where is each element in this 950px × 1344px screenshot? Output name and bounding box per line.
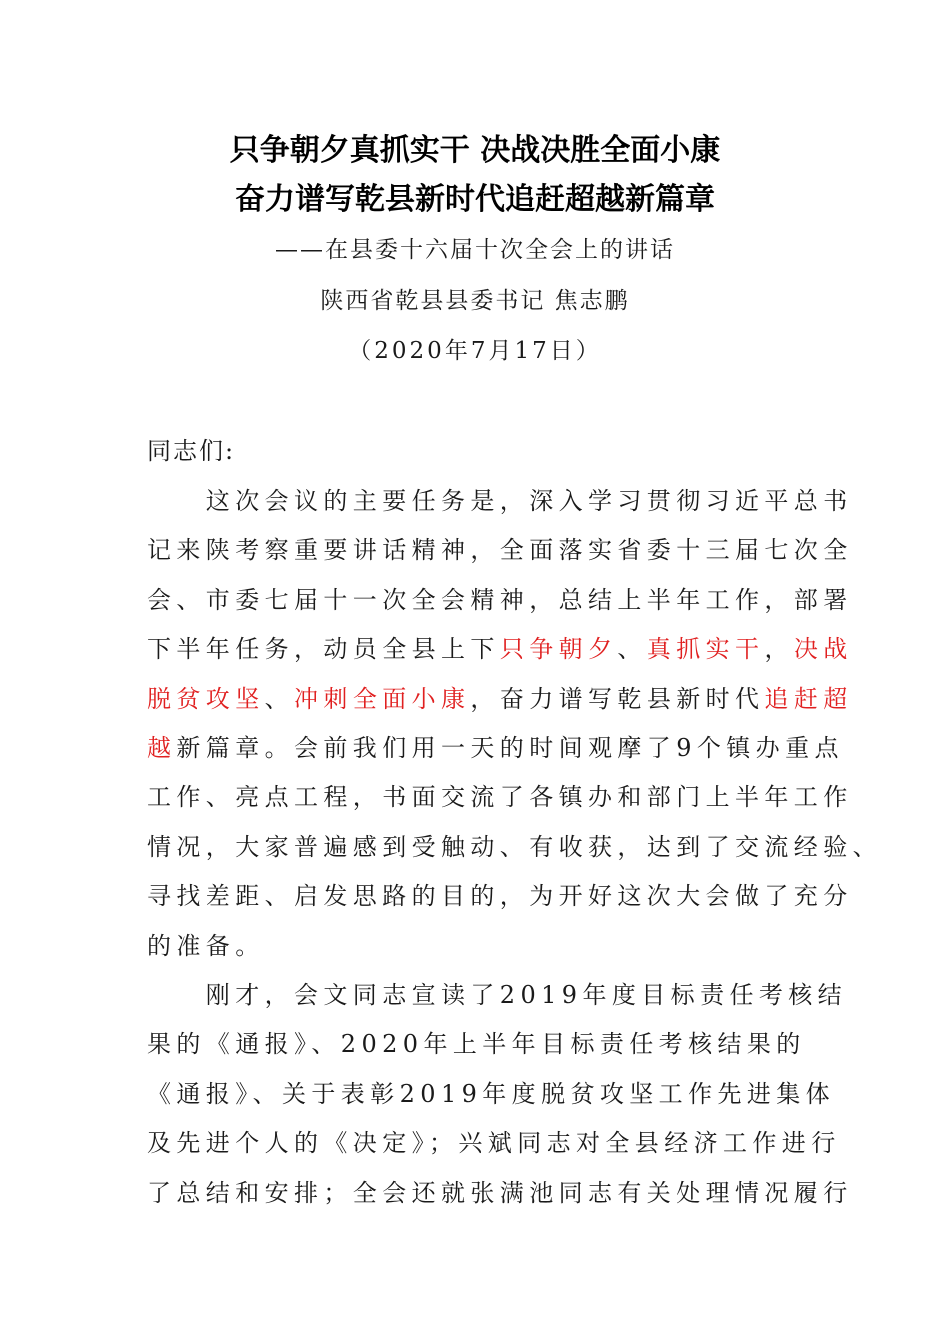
highlighted-phrase: 越 <box>147 734 177 762</box>
paragraph-line <box>147 879 853 913</box>
paragraph-line <box>147 1176 853 1210</box>
paragraph-line <box>147 978 847 1012</box>
salutation: 同志们: <box>147 437 236 465</box>
text-segment: ，奋力谱写乾县新时代 <box>470 685 765 713</box>
paragraph-line <box>147 731 844 765</box>
paragraph-line <box>147 830 882 864</box>
text-segment: 寻找差距、启发思路的目的，为开好这次大会做了充分 <box>147 882 853 910</box>
highlighted-phrase: 真抓实干 <box>646 635 765 663</box>
text-segment: 、 <box>617 635 647 663</box>
text-segment: 刚才，会文同志宣读了2019年度目标责任考核结 <box>147 981 848 1009</box>
text-segment: 情况，大家普遍感到受触动、有收获，达到了交流经验、 <box>147 833 882 861</box>
text-segment: 果的《通报》、2020年上半年目标责任考核结果的 <box>147 1030 806 1058</box>
text-segment: 工作、亮点工程，书面交流了各镇办和部门上半年工作 <box>147 783 853 811</box>
highlighted-phrase: 只争朝夕 <box>499 635 618 663</box>
text-segment: 这次会议的主要任务是，深入学习贯彻习近平总书 <box>147 487 853 515</box>
paragraph-line <box>147 682 853 716</box>
title-line-1: 只争朝夕真抓实干 决战决胜全面小康 <box>229 133 721 168</box>
speech-date: （2020年7月17日） <box>348 338 602 364</box>
text-segment: 记来陕考察重要讲话精神，全面落实省委十三届七次全 <box>147 536 853 564</box>
text-segment: 《通报》、关于表彰2019年度脱贫攻坚工作先进集体 <box>147 1080 836 1108</box>
subtitle: ——在县委十六届十次全会上的讲话 <box>275 237 675 263</box>
highlighted-phrase: 追赶超 <box>764 685 853 713</box>
paragraph-line <box>147 1126 841 1160</box>
text-segment: 的准备。 <box>147 932 265 960</box>
paragraph-line <box>147 484 853 518</box>
text-segment: 、 <box>264 685 295 713</box>
paragraph-line <box>147 583 853 617</box>
highlighted-phrase: 冲刺全面小康 <box>294 685 471 713</box>
paragraph-line <box>147 533 853 567</box>
paragraph-line <box>147 780 853 814</box>
highlighted-phrase: 决战 <box>793 635 853 663</box>
text-segment: 下半年任务，动员全县上下 <box>147 635 500 663</box>
text-segment: 会、市委七届十一次全会精神，总结上半年工作，部署 <box>147 586 853 614</box>
text-segment: 及先进个人的《决定》；兴斌同志对全县经济工作进行 <box>147 1129 841 1157</box>
text-segment: 了总结和安排；全会还就张满池同志有关处理情况履行 <box>147 1179 853 1207</box>
paragraph-line <box>147 1077 835 1111</box>
text-segment: 新篇章。会前我们用一天的时间观摩了9个镇办重点 <box>176 734 844 762</box>
title-line-2: 奋力谱写乾县新时代追赶超越新篇章 <box>235 182 715 217</box>
speaker: 陕西省乾县县委书记 焦志鹏 <box>320 288 630 314</box>
paragraph-line <box>147 1027 806 1061</box>
paragraph-line <box>147 929 265 963</box>
paragraph-line <box>147 632 853 666</box>
text-segment: ， <box>764 635 794 663</box>
highlighted-phrase: 脱贫攻坚 <box>147 685 265 713</box>
